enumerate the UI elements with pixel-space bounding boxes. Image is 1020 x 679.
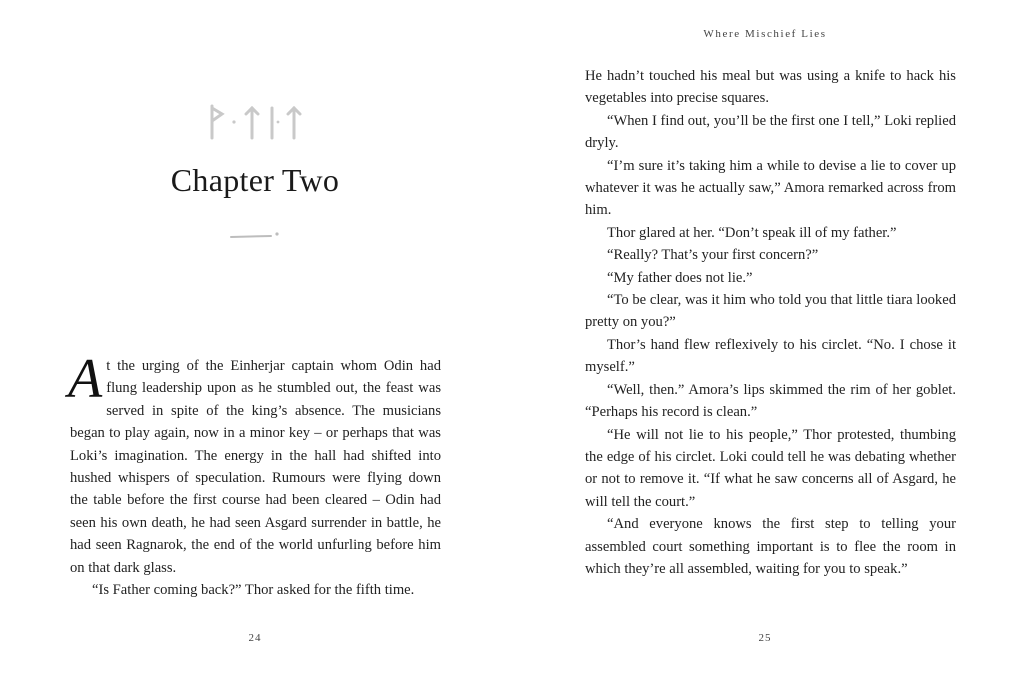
paragraph-text: t the urging of the Einherjar captain whom Odin had flung leadership upon as he stumbled out, the feast was served in spite of the king’s absence. The musicians began to play again, now in a minor key – or perhaps that was Loki’s imagination. The energy in the hall had shifted into hushed whispers of speculation. Rumours were flying down the table before the first course had been cleared – Odin had seen his own death, he had seen Asgard surrender in battle, he had seen Ragnarok, the end of the world unfurling before him on that dark glass. (70, 358, 441, 576)
page-number: 25 (758, 632, 772, 644)
paragraph: He hadn’t touched his meal but was using a knife to hack his vegetables into precise squares. (585, 68, 956, 107)
left-body-text (68, 348, 441, 601)
paragraph: “And everyone knows the first step to telling your assembled court something important is to flee the room in which they’re all assembled, waiting for you to speak.” (585, 516, 956, 577)
paragraph: “He will not lie to his people,” Thor protested, thumbing the edge of his circlet. Loki could tell he was debating whether or not to remove it. “If what he saw concerns all of Asgard, he will tell the court.” (585, 426, 956, 510)
divider-ornament (0, 228, 510, 247)
drop-cap: A (68, 348, 103, 410)
paragraph (68, 348, 441, 579)
paragraph: “When I find out, you’ll be the first one I tell,” Loki replied dryly. (585, 112, 956, 152)
paragraph: “I’m sure it’s taking him a while to devise a lie to cover up whatever it was he actually saw,” Amora remarked across from him. (585, 157, 956, 219)
paragraph: “Well, then.” Amora’s lips skimmed the rim of her goblet. “Perhaps his record is clean.” (585, 381, 956, 421)
runes-icon (200, 100, 310, 144)
paragraph: “Really? That’s your first concern?” (607, 247, 819, 264)
chapter-title: Chapter Two (170, 162, 340, 198)
paragraph: “To be clear, was it him who told you that little tiara looked pretty on you?” (585, 292, 956, 331)
divider-icon (225, 228, 285, 242)
right-page (510, 0, 1020, 679)
paragraph: “Is Father coming back?” Thor asked for the fifth time. (92, 582, 415, 599)
rune-ornament (0, 100, 510, 149)
paragraph: Thor glared at her. “Don’t speak ill of my father.” (607, 224, 897, 241)
paragraph: Thor’s hand flew reflexively to his circlet. “No. I chose it myself.” (585, 336, 956, 376)
running-head: Where Mischief Lies (703, 28, 827, 40)
right-body-text (585, 65, 956, 580)
paragraph: “My father does not lie.” (607, 269, 753, 286)
page-number: 24 (248, 632, 262, 644)
